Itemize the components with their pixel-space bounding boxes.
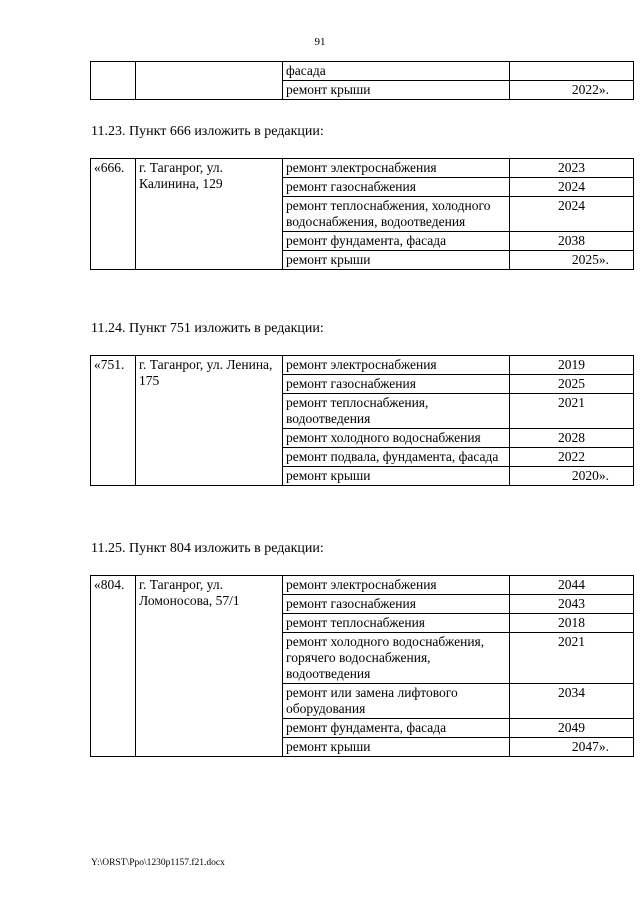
year-cell: 2025 — [510, 375, 634, 394]
year-cell: 2049 — [510, 719, 634, 738]
work-schedule-table — [90, 158, 634, 270]
page-number: 91 — [314, 36, 326, 48]
number-cell — [91, 62, 136, 100]
year-cell: 2028 — [510, 429, 634, 448]
year-cell: 2018 — [510, 614, 634, 633]
work-cell: ремонт газоснабжения — [283, 375, 510, 394]
work-cell: ремонт крыши — [283, 251, 510, 270]
work-schedule-table — [90, 355, 634, 486]
year-cell: 2022 — [510, 448, 634, 467]
year-cell: 2022». — [510, 81, 634, 100]
table-row — [91, 62, 634, 81]
work-schedule-table — [90, 575, 634, 757]
year-cell: 2038 — [510, 232, 634, 251]
table-row — [91, 576, 634, 595]
work-cell: ремонт подвала, фундамента, фасада — [283, 448, 510, 467]
continuation-table — [90, 61, 634, 100]
work-cell: ремонт или замена лифтового оборудования — [283, 684, 510, 719]
year-cell: 2020». — [510, 467, 634, 486]
work-cell: ремонт крыши — [283, 738, 510, 757]
address-cell: г. Таганрог, ул. Ломоносова, 57/1 — [136, 576, 283, 757]
item-number: «804. — [91, 576, 136, 757]
year-cell: 2043 — [510, 595, 634, 614]
work-cell: ремонт теплоснабжения — [283, 614, 510, 633]
section-heading: 11.23. Пункт 666 изложить в редакции: — [91, 124, 324, 139]
table-row — [91, 159, 634, 178]
work-cell: ремонт крыши — [283, 81, 510, 100]
item-number: «751. — [91, 356, 136, 486]
year-cell: 2047». — [510, 738, 634, 757]
work-cell: ремонт электроснабжения — [283, 356, 510, 375]
year-cell: 2044 — [510, 576, 634, 595]
work-cell: ремонт фундамента, фасада — [283, 232, 510, 251]
year-cell: 2019 — [510, 356, 634, 375]
work-cell: фасада — [283, 62, 510, 81]
work-cell: ремонт электроснабжения — [283, 576, 510, 595]
item-number: «666. — [91, 159, 136, 270]
address-cell: г. Таганрог, ул. Калинина, 129 — [136, 159, 283, 270]
section-heading: 11.25. Пункт 804 изложить в редакции: — [91, 541, 324, 556]
year-cell: 2021 — [510, 633, 634, 684]
file-path-footer: Y:\ORST\Ppo\1230p1157.f21.docx — [91, 858, 225, 868]
year-cell: 2021 — [510, 394, 634, 429]
section-heading: 11.24. Пункт 751 изложить в редакции: — [91, 321, 324, 336]
year-cell: 2024 — [510, 197, 634, 232]
work-cell: ремонт теплоснабжения, водоотведения — [283, 394, 510, 429]
work-cell: ремонт холодного водоснабжения, горячего водоснабжения, водоотведения — [283, 633, 510, 684]
table-row — [91, 356, 634, 375]
work-cell: ремонт фундамента, фасада — [283, 719, 510, 738]
year-cell: 2025». — [510, 251, 634, 270]
year-cell: 2023 — [510, 159, 634, 178]
year-cell: 2034 — [510, 684, 634, 719]
work-cell: ремонт газоснабжения — [283, 178, 510, 197]
address-cell — [136, 62, 283, 100]
work-cell: ремонт газоснабжения — [283, 595, 510, 614]
year-cell — [510, 62, 634, 81]
address-cell: г. Таганрог, ул. Ленина, 175 — [136, 356, 283, 486]
work-cell: ремонт электроснабжения — [283, 159, 510, 178]
year-cell: 2024 — [510, 178, 634, 197]
work-cell: ремонт крыши — [283, 467, 510, 486]
work-cell: ремонт холодного водоснабжения — [283, 429, 510, 448]
work-cell: ремонт теплоснабжения, холодного водоснабжения, водоотведения — [283, 197, 510, 232]
